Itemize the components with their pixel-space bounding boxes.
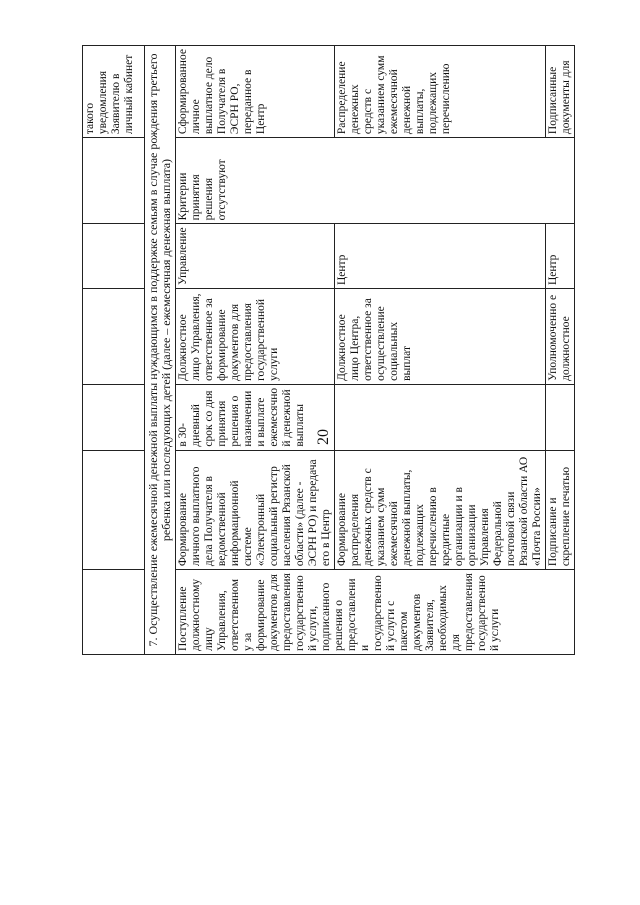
table-cell: Подписанные документы для (546, 46, 575, 138)
table-cell (83, 138, 145, 224)
table-cell (83, 289, 145, 385)
table-cell: такого уведомления Заявителю в личный кабинет (83, 46, 145, 138)
table-cell: Формирование личного выплатного дела Получателя в ведомственной информационной системе «Электронный социальный регистр населения Рязанской области» (далее - ЭСРН РО) и передача его в Центр (176, 450, 335, 570)
section-row (145, 46, 176, 655)
table-cell (83, 384, 145, 450)
table-cell: Должностное лицо Управления, ответственное за формирование документов для предоставления государственной услуги (176, 289, 335, 385)
table-cell: Критерии принятия решения отсутствуют (176, 138, 575, 224)
table-row (335, 46, 546, 655)
table-cell (335, 384, 546, 450)
table-cell: в 30-дневный срок со дня принятия решения о назначении и выплате ежемесячно й денежной выплаты (176, 384, 335, 450)
table-cell: Поступление должностному лицу Управления, ответственном у за формирование документов для предоставления государственно й услуги, подписанного решения о предоставлени и государственно й услуги с пакетом документов Заявителя, необходимых для предоставления государственно й услуги (176, 570, 575, 655)
table-cell: Должностное лицо Центра, ответственное за осуществление социальных выплат (335, 289, 546, 385)
table-cell: Подписание и скрепление печатью (546, 450, 575, 570)
table-cell: Уполномоченно е должностное (546, 289, 575, 385)
section-title: 7. Осуществление ежемесячной денежной выплаты нуждающимся в поддержке семьям в случае рождения третьего ребенка или последующих детей (далее – ежемесячная денежная выплата) (145, 46, 176, 655)
procedure-table (82, 45, 575, 655)
table-cell: Центр (335, 224, 546, 289)
table-row (546, 46, 575, 655)
table-cell (83, 450, 145, 570)
table-cell: Формирование распределения денежных средств с указанием сумм ежемесячной денежной выплаты, подлежащих перечислению в кредитные организации и в организации Управления Федеральной почтовой связи Рязанской области АО «Почта России» (335, 450, 546, 570)
table-cell: Центр (546, 224, 575, 289)
table-cell (546, 384, 575, 450)
table-cell: Сформированное личное выплатное дело Получателя в ЭСРН РО, переданное в Центр (176, 46, 335, 138)
table-cell: Управление (176, 224, 335, 289)
table-cell: Распределение денежных средств с указанием сумм ежемесячной денежной выплаты, подлежащих перечислению (335, 46, 546, 138)
page-number: 20 (315, 429, 332, 445)
table-row (176, 46, 335, 655)
table-cell (83, 570, 145, 655)
table-row (83, 46, 145, 655)
table-cell (83, 224, 145, 289)
